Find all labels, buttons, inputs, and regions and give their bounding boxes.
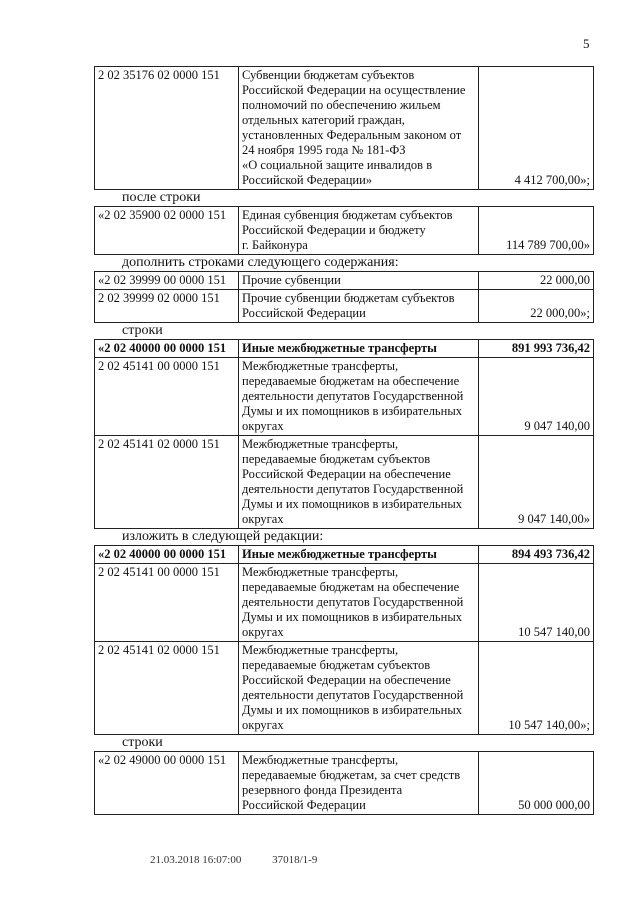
amount-cell: 9 047 140,00» — [479, 436, 594, 529]
budget-code-cell: «2 02 39999 00 0000 151 — [95, 272, 239, 290]
budget-code-cell: 2 02 45141 02 0000 151 — [95, 642, 239, 735]
table-row — [95, 207, 594, 255]
description-cell: Межбюджетные трансферты, передаваемые бюджетам субъектов Российской Федерации на обеспечение деятельности депутатов Государственной Думы и их помощников в избирательных округах — [239, 436, 479, 529]
amount-cell: 894 493 736,42 — [479, 546, 594, 564]
table-row — [95, 358, 594, 436]
budget-code-cell: «2 02 40000 00 0000 151 — [95, 546, 239, 564]
description-cell: Иные межбюджетные трансферты — [239, 340, 479, 358]
budget-code-cell: 2 02 45141 00 0000 151 — [95, 564, 239, 642]
budget-table — [94, 66, 594, 190]
budget-table — [94, 339, 594, 529]
footer — [150, 854, 345, 866]
description-cell: Прочие субвенции — [239, 272, 479, 290]
budget-table — [94, 545, 594, 735]
description-cell: Межбюджетные трансферты, передаваемые бюджетам, за счет средств резервного фонда Президента Российской Федерации — [239, 752, 479, 815]
description-cell: Единая субвенция бюджетам субъектов Российской Федерации и бюджету г. Байконура — [239, 207, 479, 255]
budget-code-cell: 2 02 35176 02 0000 151 — [95, 67, 239, 190]
budget-code-cell: «2 02 35900 02 0000 151 — [95, 207, 239, 255]
budget-table — [94, 271, 594, 323]
table-row — [95, 546, 594, 564]
description-cell: Межбюджетные трансферты, передаваемые бюджетам на обеспечение деятельности депутатов Государственной Думы и их помощников в избирательных округах — [239, 358, 479, 436]
budget-code-cell: 2 02 45141 02 0000 151 — [95, 436, 239, 529]
description-cell: Межбюджетные трансферты, передаваемые бюджетам субъектов Российской Федерации на обеспечение деятельности депутатов Государственной Думы и их помощников в избирательных округах — [239, 642, 479, 735]
budget-table — [94, 751, 594, 815]
budget-code-cell: 2 02 45141 00 0000 151 — [95, 358, 239, 436]
amount-cell: 10 547 140,00»; — [479, 642, 594, 735]
amount-cell: 22 000,00 — [479, 272, 594, 290]
table-row — [95, 67, 594, 190]
section-caption: строки — [122, 735, 163, 750]
budget-code-cell: 2 02 39999 02 0000 151 — [95, 290, 239, 323]
document-body — [94, 66, 594, 815]
section-caption: строки — [122, 323, 163, 338]
budget-table — [94, 206, 594, 255]
page-number: 5 — [583, 36, 590, 51]
section-caption: изложить в следующей редакции: — [122, 529, 324, 544]
budget-code-cell: «2 02 49000 00 0000 151 — [95, 752, 239, 815]
amount-cell: 114 789 700,00» — [479, 207, 594, 255]
description-cell: Иные межбюджетные трансферты — [239, 546, 479, 564]
section-caption: после строки — [122, 190, 201, 205]
amount-cell: 4 412 700,00»; — [479, 67, 594, 190]
footer-doc-id: 37018/1-9 — [272, 854, 318, 866]
amount-cell: 9 047 140,00 — [479, 358, 594, 436]
description-cell: Межбюджетные трансферты, передаваемые бюджетам на обеспечение деятельности депутатов Государственной Думы и их помощников в избирательных округах — [239, 564, 479, 642]
description-cell: Субвенции бюджетам субъектов Российской Федерации на осуществление полномочий по обеспечению жильем отдельных категорий граждан, установленных Федеральным законом от 24 ноября 1995 года № 181-ФЗ «О социальной защите инвалидов в Российской Федерации» — [239, 67, 479, 190]
section-caption: дополнить строками следующего содержания: — [122, 255, 399, 270]
table-row — [95, 642, 594, 735]
budget-code-cell: «2 02 40000 00 0000 151 — [95, 340, 239, 358]
table-row — [95, 752, 594, 815]
amount-cell: 891 993 736,42 — [479, 340, 594, 358]
description-cell: Прочие субвенции бюджетам субъектов Российской Федерации — [239, 290, 479, 323]
amount-cell: 10 547 140,00 — [479, 564, 594, 642]
amount-cell: 50 000 000,00 — [479, 752, 594, 815]
table-row — [95, 272, 594, 290]
table-row — [95, 340, 594, 358]
table-row — [95, 564, 594, 642]
table-row — [95, 436, 594, 529]
footer-timestamp: 21.03.2018 16:07:00 — [150, 854, 242, 866]
amount-cell: 22 000,00»; — [479, 290, 594, 323]
table-row — [95, 290, 594, 323]
